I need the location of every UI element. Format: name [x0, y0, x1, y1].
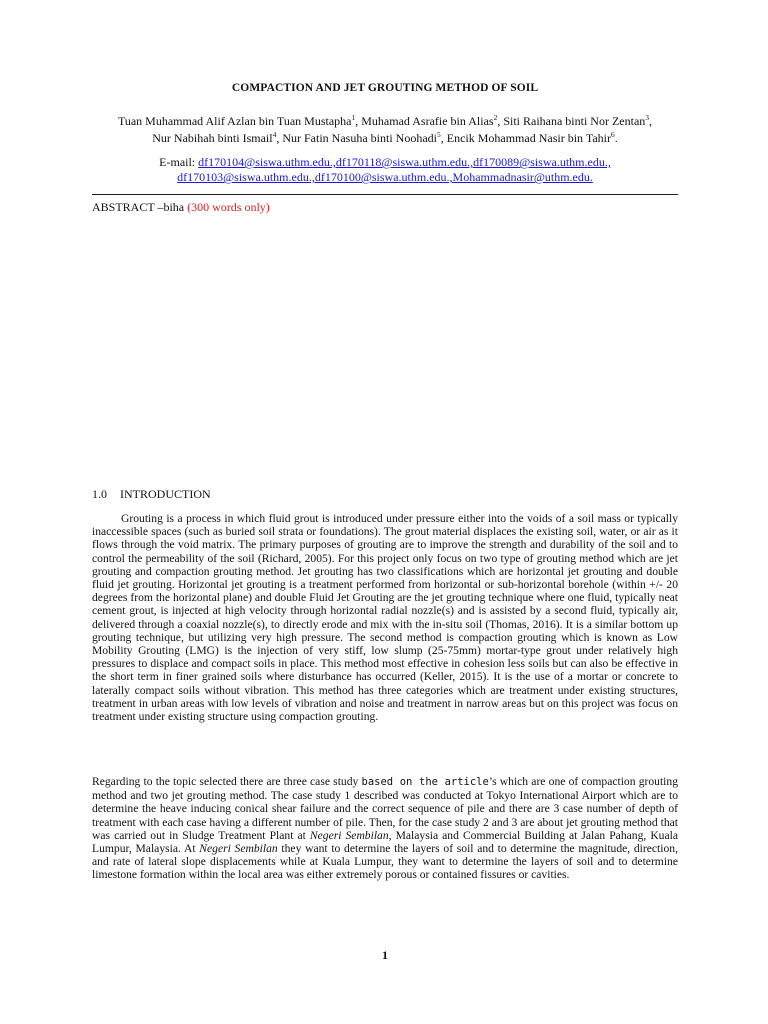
- section-number: 1.0: [92, 487, 107, 501]
- author-name: Muhamad Asrafie bin Alias: [361, 114, 494, 128]
- email-link[interactable]: df170104@siswa.uthm.edu.,df170118@siswa.uthm.edu.,df170089@siswa.uthm.edu.,: [198, 155, 611, 169]
- text-run: they want to determine the layers of soil and to determine the magnitude, direction, and rate of lateral slope displacements while at Kuala Lumpur, they want to determine the layers of soil and to determine limestone formation within the local area was either extremely porous or contained fissures or cavities.: [92, 842, 678, 882]
- author-name: Encik Mohammad Nasir bin Tahir: [446, 131, 611, 145]
- author-affiliation-mark: 5: [436, 130, 441, 139]
- author-name: Siti Raihana binti Nor Zentan: [503, 114, 646, 128]
- abstract-label: ABSTRACT –biha: [92, 200, 185, 214]
- author-separator: .: [614, 131, 618, 145]
- author-affiliation-mark: 3: [645, 113, 650, 122]
- page-number: 1: [382, 948, 388, 962]
- section-heading: [92, 487, 211, 502]
- author-affiliation-mark: 1: [351, 113, 356, 122]
- section-title: INTRODUCTION: [120, 487, 211, 501]
- author-separator: ,: [440, 131, 447, 145]
- author-separator: ,: [497, 114, 504, 128]
- abstract-heading: [92, 200, 270, 215]
- place-name-italic: Negeri Sembilan: [309, 828, 389, 842]
- email-label: E-mail:: [159, 155, 199, 169]
- author-name: Nur Fatin Nasuha binti Noohadi: [282, 131, 437, 145]
- text-run-monospace: based on the article: [361, 776, 489, 788]
- place-name-italic: Negeri Sembilan: [199, 842, 278, 856]
- author-separator: ,: [276, 131, 283, 145]
- author-name: Tuan Muhammad Alif Azlan bin Tuan Mustapha: [117, 114, 352, 128]
- body-paragraph: Grouting is a process in which fluid grout is introduced under pressure either into the voids of a soil mass or typically inaccessible spaces (such as buried soil strata or foundations). The grout material displaces the existing soil, water, or air as it flows through the void matrix. The primary purposes of grouting are to improve the strength and durability of the soil and to control the permeability of the soil (Richard, 2005). For this project only focus on two type of grouting method which are jet grouting and compaction grouting method. Jet grouting has two classifications which are horizontal jet grouting and double fluid jet grouting. Horizontal jet grouting is a treatment performed from horizontal or sub-horizontal borehole (within +/- 20 degrees from the horizontal plane) and double Fluid Jet Grouting are the jet grouting technique where one fluid, typically neat cement grout, is injected at high velocity through horizontal radial nozzle(s) and is assisted by a second fluid, typically air, delivered through a coaxial nozzle(s), to directly erode and mix with the in-situ soil (Thomas, 2016). It is a similar bottom up grouting technique, but utilizing very high pressure. The second method is compaction grouting which is known as Low Mobility Grouting (LMG) is the injection of very stiff, low slump (25-75mm) mortar-type grout under relatively high pressures to displace and compact soils in place. This method most effective in cohesion less soils but can also be effective in the short term in finer grained soils where disturbance has occurred (Keller, 2015). It is the use of a mortar or concrete to laterally compact soils without vibration. This method has three categories which are treatment under existing structures, treatment in urban areas with low levels of vibration and noise and treatment in narrow areas but on this project was focus on treatment under existing structure using compaction grouting.: [92, 512, 678, 724]
- body-paragraph: [92, 775, 678, 882]
- email-block: [92, 155, 678, 185]
- author-affiliation-mark: 2: [493, 113, 498, 122]
- author-separator: ,: [355, 114, 362, 128]
- text-run: , Malaysia and Commercial Building at Jalan Pahang, Kuala Lumpur, Malaysia. At: [92, 828, 678, 856]
- author-separator: ,: [649, 114, 653, 128]
- email-link[interactable]: df170103@siswa.uthm.edu.,df170100@siswa.uthm.edu.,Mohammadnasir@uthm.edu.: [177, 170, 593, 184]
- author-name: Nur Nabihah binti Ismail: [152, 131, 273, 145]
- abstract-word-limit-note: (300 words only): [187, 200, 270, 214]
- paper-title: COMPACTION AND JET GROUTING METHOD OF SOIL: [231, 82, 539, 94]
- author-affiliation-mark: 6: [610, 130, 615, 139]
- header-divider: [92, 194, 678, 195]
- author-list: [92, 113, 678, 147]
- text-run: Regarding to the topic selected there are three case study: [92, 775, 362, 788]
- text-run: ’s which are one of compaction grouting method and two jet grouting method. The case study 1 described was conducted at Tokyo International Airport which are to determine the heave inducing conical shear failure and the correct sequence of pile and there are 3 case number of depth of treatment with each case having a different number of pile. Then, for the case study 2 and 3 are about jet grouting method that was carried out in Sludge Treatment Plant at: [92, 775, 678, 842]
- author-affiliation-mark: 4: [272, 130, 277, 139]
